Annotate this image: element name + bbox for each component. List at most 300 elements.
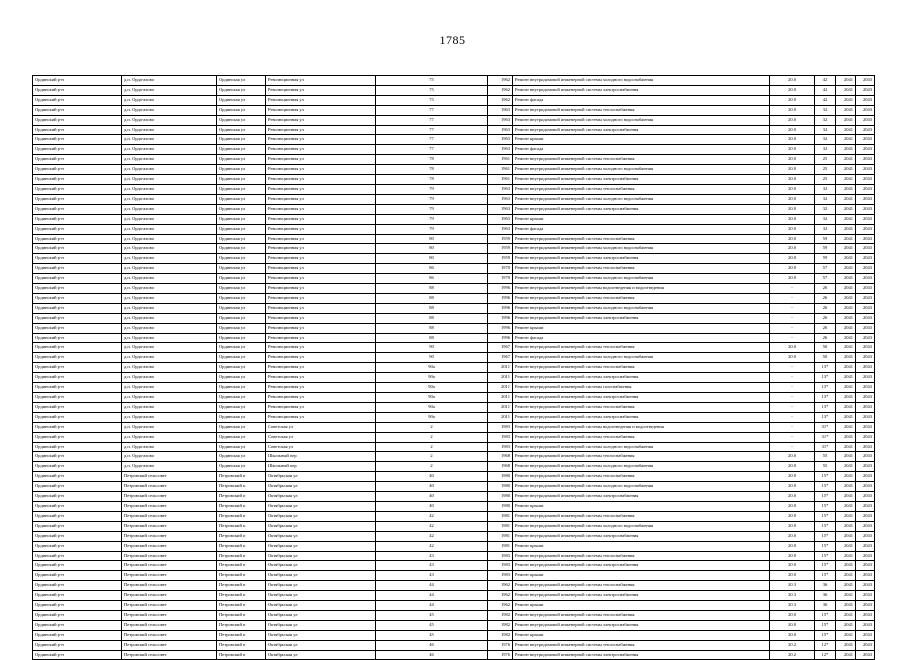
cell-district: Ординский р-н	[33, 85, 122, 95]
cell-work-type: Ремонт внутридомовой инженерной системы теплоснабжения	[513, 155, 770, 165]
table-row	[33, 432, 875, 442]
cell-locality: Ординская ул	[217, 333, 266, 343]
cell-wear: 13*	[815, 383, 836, 393]
cell-work-type: Ремонт внутридомовой инженерной системы холодного водоснабжения	[513, 194, 770, 204]
cell-year: 1968	[488, 462, 513, 472]
cell-service-life: 20.0	[770, 452, 815, 462]
cell-wear: 26	[815, 323, 836, 333]
cell-street: Октябрьская ул	[266, 531, 376, 541]
cell-end-year: 2043	[856, 234, 875, 244]
cell-district: Ординский р-н	[33, 531, 122, 541]
cell-work-type: Ремонт внутридомовой инженерной системы холодного водоснабжения	[513, 442, 770, 452]
cell-year: 2011	[488, 402, 513, 412]
cell-settlement: д.п. Орда-ахово	[122, 323, 217, 333]
cell-end-year: 2043	[856, 402, 875, 412]
table-body	[33, 76, 875, 660]
cell-service-life: 20.0	[770, 145, 815, 155]
cell-start-year: 2041	[836, 155, 856, 165]
cell-settlement: д.п. Орда-ахово	[122, 155, 217, 165]
table-row	[33, 175, 875, 185]
cell-settlement: Петровский сельсовет	[122, 492, 217, 502]
cell-service-life: -	[770, 422, 815, 432]
cell-street: Революционная ул	[266, 165, 376, 175]
cell-street: Революционная ул	[266, 383, 376, 393]
cell-settlement: д.п. Орда-ахово	[122, 284, 217, 294]
cell-service-life: -	[770, 313, 815, 323]
cell-service-life: -	[770, 412, 815, 422]
cell-work-type: Ремонт внутридомовой инженерной системы теплоснабжения	[513, 511, 770, 521]
cell-start-year: 2041	[836, 472, 856, 482]
cell-district: Ординский р-н	[33, 363, 122, 373]
cell-end-year: 2043	[856, 184, 875, 194]
cell-service-life: 20.0	[770, 551, 815, 561]
cell-end-year: 2043	[856, 650, 875, 660]
cell-street: Октябрьская ул	[266, 591, 376, 601]
cell-locality: Ординская ул	[217, 442, 266, 452]
cell-service-life: -	[770, 323, 815, 333]
cell-wear: 42	[815, 76, 836, 86]
cell-house: 2	[376, 462, 488, 472]
cell-year: 1962	[488, 601, 513, 611]
cell-locality: Ординская ул	[217, 175, 266, 185]
cell-start-year: 2041	[836, 412, 856, 422]
cell-house: 42	[376, 531, 488, 541]
cell-work-type: Ремонт внутридомовой инженерной системы водоотведения и водоотведения	[513, 284, 770, 294]
cell-street: Революционная ул	[266, 204, 376, 214]
cell-wear: 15*	[815, 511, 836, 521]
cell-house: 43	[376, 561, 488, 571]
table-row	[33, 640, 875, 650]
table-row	[33, 383, 875, 393]
cell-wear: 15*	[815, 492, 836, 502]
cell-wear: 32	[815, 145, 836, 155]
cell-street: Революционная ул	[266, 402, 376, 412]
cell-end-year: 2043	[856, 125, 875, 135]
cell-settlement: д.п. Орда-ахово	[122, 165, 217, 175]
cell-settlement: Петровский сельсовет	[122, 551, 217, 561]
cell-district: Ординский р-н	[33, 591, 122, 601]
cell-start-year: 2041	[836, 105, 856, 115]
cell-service-life: 20.0	[770, 244, 815, 254]
cell-work-type: Ремонт внутридомовой инженерной системы теплоснабжения	[513, 184, 770, 194]
cell-house: 88	[376, 293, 488, 303]
table-row	[33, 353, 875, 363]
cell-district: Ординский р-н	[33, 214, 122, 224]
cell-work-type: Ремонт внутридомовой инженерной системы электроснабжения	[513, 531, 770, 541]
cell-year: 1963	[488, 204, 513, 214]
cell-locality: Петровский п	[217, 492, 266, 502]
cell-house: 90а	[376, 393, 488, 403]
cell-year: 2011	[488, 383, 513, 393]
cell-street: Революционная ул	[266, 313, 376, 323]
cell-street: Октябрьская ул	[266, 650, 376, 660]
cell-work-type: Ремонт внутридомовой инженерной системы теплоснабжения	[513, 402, 770, 412]
cell-locality: Ординская ул	[217, 234, 266, 244]
cell-street: Революционная ул	[266, 105, 376, 115]
cell-district: Ординский р-н	[33, 184, 122, 194]
cell-house: 42	[376, 521, 488, 531]
table-row	[33, 472, 875, 482]
cell-district: Ординский р-н	[33, 234, 122, 244]
cell-locality: Ординская ул	[217, 422, 266, 432]
cell-street: Революционная ул	[266, 214, 376, 224]
cell-street: Революционная ул	[266, 244, 376, 254]
cell-house: 78	[376, 165, 488, 175]
cell-end-year: 2043	[856, 145, 875, 155]
cell-year: 2011	[488, 373, 513, 383]
table-row	[33, 244, 875, 254]
cell-locality: Петровский п	[217, 591, 266, 601]
cell-work-type: Ремонт крыши	[513, 601, 770, 611]
cell-start-year: 2041	[836, 373, 856, 383]
cell-start-year: 2041	[836, 264, 856, 274]
cell-year: 1983	[488, 551, 513, 561]
cell-end-year: 2043	[856, 204, 875, 214]
table-row	[33, 581, 875, 591]
cell-settlement: д.п. Орда-ахово	[122, 402, 217, 412]
cell-district: Ординский р-н	[33, 373, 122, 383]
cell-district: Ординский р-н	[33, 393, 122, 403]
cell-end-year: 2043	[856, 244, 875, 254]
cell-house: 46	[376, 640, 488, 650]
cell-house: 90а	[376, 402, 488, 412]
cell-house: 79	[376, 194, 488, 204]
cell-service-life: 20.0	[770, 353, 815, 363]
cell-year: 1983	[488, 571, 513, 581]
table-row	[33, 85, 875, 95]
cell-start-year: 2041	[836, 501, 856, 511]
cell-settlement: д.п. Орда-ахово	[122, 125, 217, 135]
cell-settlement: д.п. Орда-ахово	[122, 373, 217, 383]
cell-work-type: Ремонт внутридомовой инженерной системы холодного водоснабжения	[513, 165, 770, 175]
cell-street: Советская ул	[266, 422, 376, 432]
cell-settlement: д.п. Орда-ахово	[122, 85, 217, 95]
cell-wear: 25	[815, 155, 836, 165]
cell-district: Ординский р-н	[33, 254, 122, 264]
cell-house: 42	[376, 541, 488, 551]
cell-settlement: д.п. Орда-ахово	[122, 145, 217, 155]
cell-house: 40	[376, 472, 488, 482]
cell-end-year: 2043	[856, 571, 875, 581]
cell-wear: 31*	[815, 422, 836, 432]
cell-locality: Ординская ул	[217, 155, 266, 165]
cell-settlement: д.п. Орда-ахово	[122, 462, 217, 472]
cell-house: 75	[376, 76, 488, 86]
cell-start-year: 2041	[836, 175, 856, 185]
cell-service-life: 20.0	[770, 165, 815, 175]
table-row	[33, 254, 875, 264]
page-number: 1785	[439, 33, 466, 47]
cell-start-year: 2041	[836, 492, 856, 502]
cell-settlement: д.п. Орда-ахово	[122, 383, 217, 393]
cell-street: Революционная ул	[266, 373, 376, 383]
cell-work-type: Ремонт внутридомовой инженерной системы электроснабжения	[513, 620, 770, 630]
cell-work-type: Ремонт фасада	[513, 333, 770, 343]
cell-settlement: Петровский сельсовет	[122, 581, 217, 591]
cell-house: 77	[376, 105, 488, 115]
cell-service-life: 20.0	[770, 204, 815, 214]
cell-work-type: Ремонт внутридомовой инженерной системы электроснабжения	[513, 650, 770, 660]
table-row	[33, 135, 875, 145]
cell-settlement: Петровский сельсовет	[122, 501, 217, 511]
cell-district: Ординский р-н	[33, 135, 122, 145]
cell-wear: 32	[815, 135, 836, 145]
cell-work-type: Ремонт внутридомовой инженерной системы холодного водоснабжения	[513, 115, 770, 125]
cell-year: 1983	[488, 442, 513, 452]
cell-locality: Петровский п	[217, 561, 266, 571]
cell-locality: Ординская ул	[217, 363, 266, 373]
cell-end-year: 2043	[856, 323, 875, 333]
cell-street: Революционная ул	[266, 412, 376, 422]
cell-work-type: Ремонт фасада	[513, 145, 770, 155]
cell-wear: 59	[815, 254, 836, 264]
cell-locality: Ординская ул	[217, 125, 266, 135]
cell-start-year: 2041	[836, 551, 856, 561]
cell-street: Революционная ул	[266, 175, 376, 185]
cell-settlement: д.п. Орда-ахово	[122, 184, 217, 194]
cell-service-life: -	[770, 333, 815, 343]
cell-house: 78	[376, 175, 488, 185]
cell-settlement: д.п. Орда-ахово	[122, 333, 217, 343]
cell-start-year: 2041	[836, 76, 856, 86]
cell-start-year: 2041	[836, 135, 856, 145]
cell-start-year: 2041	[836, 165, 856, 175]
cell-year: 1981	[488, 511, 513, 521]
cell-house: 86	[376, 274, 488, 284]
cell-year: 1981	[488, 541, 513, 551]
cell-settlement: д.п. Орда-ахово	[122, 442, 217, 452]
cell-work-type: Ремонт внутридомовой инженерной системы холодного водоснабжения	[513, 76, 770, 86]
cell-start-year: 2041	[836, 353, 856, 363]
cell-year: 1963	[488, 105, 513, 115]
cell-end-year: 2043	[856, 591, 875, 601]
cell-locality: Петровский п	[217, 620, 266, 630]
cell-end-year: 2043	[856, 155, 875, 165]
cell-locality: Ординская ул	[217, 95, 266, 105]
cell-wear: 13*	[815, 373, 836, 383]
cell-wear: 57	[815, 274, 836, 284]
cell-wear: 32	[815, 115, 836, 125]
cell-house: 86	[376, 264, 488, 274]
cell-district: Ординский р-н	[33, 194, 122, 204]
cell-street: Октябрьская ул	[266, 472, 376, 482]
cell-street: Революционная ул	[266, 155, 376, 165]
cell-year: 1996	[488, 293, 513, 303]
table-row	[33, 610, 875, 620]
cell-work-type: Ремонт внутридомовой инженерной системы холодного водоснабжения	[513, 462, 770, 472]
table-row	[33, 145, 875, 155]
cell-service-life: 20.0	[770, 105, 815, 115]
cell-start-year: 2041	[836, 531, 856, 541]
cell-wear: 50	[815, 343, 836, 353]
cell-service-life: 20.0	[770, 541, 815, 551]
cell-district: Ординский р-н	[33, 165, 122, 175]
table-row	[33, 115, 875, 125]
table-row	[33, 452, 875, 462]
cell-district: Ординский р-н	[33, 343, 122, 353]
cell-service-life: 20.0	[770, 501, 815, 511]
cell-district: Ординский р-н	[33, 442, 122, 452]
cell-street: Октябрьская ул	[266, 511, 376, 521]
cell-street: Октябрьская ул	[266, 521, 376, 531]
cell-wear: 32	[815, 214, 836, 224]
cell-work-type: Ремонт внутридомовой инженерной системы электроснабжения	[513, 175, 770, 185]
cell-end-year: 2043	[856, 274, 875, 284]
cell-work-type: Ремонт внутридомовой инженерной системы теплоснабжения	[513, 610, 770, 620]
cell-service-life: 20.0	[770, 214, 815, 224]
cell-work-type: Ремонт внутридомовой инженерной системы теплоснабжения	[513, 581, 770, 591]
cell-end-year: 2043	[856, 333, 875, 343]
cell-wear: 15*	[815, 472, 836, 482]
cell-start-year: 2041	[836, 125, 856, 135]
cell-end-year: 2043	[856, 135, 875, 145]
table-row	[33, 264, 875, 274]
cell-settlement: д.п. Орда-ахово	[122, 412, 217, 422]
cell-district: Ординский р-н	[33, 521, 122, 531]
cell-start-year: 2041	[836, 274, 856, 284]
table-row	[33, 630, 875, 640]
cell-locality: Ординская ул	[217, 85, 266, 95]
cell-wear: 32	[815, 184, 836, 194]
cell-service-life: 20.0	[770, 571, 815, 581]
cell-start-year: 2041	[836, 561, 856, 571]
table-row	[33, 393, 875, 403]
cell-district: Ординский р-н	[33, 640, 122, 650]
cell-work-type: Ремонт внутридомовой инженерной системы электроснабжения	[513, 204, 770, 214]
table-row	[33, 422, 875, 432]
cell-work-type: Ремонт внутридомовой инженерной системы электроснабжения	[513, 561, 770, 571]
cell-wear: 12*	[815, 640, 836, 650]
cell-work-type: Ремонт внутридомовой инженерной системы теплоснабжения	[513, 472, 770, 482]
cell-start-year: 2041	[836, 432, 856, 442]
cell-house: 2	[376, 452, 488, 462]
cell-house: 77	[376, 115, 488, 125]
cell-district: Ординский р-н	[33, 511, 122, 521]
cell-wear: 15*	[815, 561, 836, 571]
cell-year: 1963	[488, 145, 513, 155]
table-row	[33, 591, 875, 601]
cell-settlement: д.п. Орда-ахово	[122, 115, 217, 125]
cell-service-life: 20.0	[770, 492, 815, 502]
cell-end-year: 2043	[856, 76, 875, 86]
cell-start-year: 2041	[836, 521, 856, 531]
cell-wear: 55	[815, 462, 836, 472]
cell-work-type: Ремонт внутридомовой инженерной системы теплоснабжения	[513, 293, 770, 303]
cell-start-year: 2041	[836, 214, 856, 224]
cell-year: 1963	[488, 194, 513, 204]
cell-settlement: д.п. Орда-ахово	[122, 432, 217, 442]
cell-locality: Ординская ул	[217, 105, 266, 115]
cell-start-year: 2041	[836, 303, 856, 313]
cell-service-life: 20.0	[770, 184, 815, 194]
cell-end-year: 2043	[856, 175, 875, 185]
cell-street: Школьный пер	[266, 452, 376, 462]
cell-end-year: 2043	[856, 432, 875, 442]
cell-settlement: д.п. Орда-ахово	[122, 264, 217, 274]
cell-settlement: д.п. Орда-ахово	[122, 135, 217, 145]
cell-start-year: 2041	[836, 581, 856, 591]
cell-street: Революционная ул	[266, 363, 376, 373]
cell-start-year: 2041	[836, 640, 856, 650]
cell-street: Октябрьская ул	[266, 640, 376, 650]
cell-settlement: д.п. Орда-ахово	[122, 353, 217, 363]
cell-end-year: 2043	[856, 640, 875, 650]
cell-end-year: 2043	[856, 303, 875, 313]
cell-end-year: 2043	[856, 95, 875, 105]
cell-settlement: д.п. Орда-ахово	[122, 76, 217, 86]
cell-locality: Петровский п	[217, 531, 266, 541]
table-row	[33, 541, 875, 551]
cell-end-year: 2043	[856, 194, 875, 204]
cell-house: 90	[376, 353, 488, 363]
cell-year: 1981	[488, 531, 513, 541]
cell-house: 90а	[376, 363, 488, 373]
cell-end-year: 2043	[856, 363, 875, 373]
cell-district: Ординский р-н	[33, 412, 122, 422]
cell-start-year: 2041	[836, 393, 856, 403]
table-row	[33, 571, 875, 581]
cell-service-life: 20.0	[770, 531, 815, 541]
cell-house: 78	[376, 155, 488, 165]
cell-street: Революционная ул	[266, 393, 376, 403]
cell-start-year: 2041	[836, 224, 856, 234]
cell-locality: Ординская ул	[217, 184, 266, 194]
cell-year: 1959	[488, 244, 513, 254]
cell-locality: Ординская ул	[217, 323, 266, 333]
cell-district: Ординский р-н	[33, 293, 122, 303]
table-row	[33, 165, 875, 175]
table-row	[33, 293, 875, 303]
cell-district: Ординский р-н	[33, 462, 122, 472]
cell-work-type: Ремонт внутридомовой инженерной системы теплоснабжения	[513, 640, 770, 650]
cell-settlement: Петровский сельсовет	[122, 630, 217, 640]
cell-house: 2	[376, 442, 488, 452]
cell-start-year: 2041	[836, 343, 856, 353]
cell-end-year: 2043	[856, 551, 875, 561]
cell-locality: Ординская ул	[217, 402, 266, 412]
table-row	[33, 333, 875, 343]
cell-settlement: д.п. Орда-ахово	[122, 254, 217, 264]
cell-street: Революционная ул	[266, 284, 376, 294]
cell-year: 1976	[488, 650, 513, 660]
cell-settlement: Петровский сельсовет	[122, 511, 217, 521]
cell-service-life: 20.0	[770, 95, 815, 105]
cell-house: 77	[376, 135, 488, 145]
cell-end-year: 2043	[856, 472, 875, 482]
cell-house: 80	[376, 244, 488, 254]
cell-start-year: 2041	[836, 95, 856, 105]
cell-service-life: 20.0	[770, 511, 815, 521]
cell-service-life: 20.0	[770, 620, 815, 630]
cell-service-life: 20.0	[770, 194, 815, 204]
cell-year: 1967	[488, 353, 513, 363]
cell-street: Октябрьская ул	[266, 620, 376, 630]
cell-end-year: 2043	[856, 620, 875, 630]
cell-locality: Ординская ул	[217, 343, 266, 353]
cell-end-year: 2043	[856, 105, 875, 115]
cell-house: 43	[376, 551, 488, 561]
cell-end-year: 2043	[856, 511, 875, 521]
cell-district: Ординский р-н	[33, 422, 122, 432]
cell-house: 2	[376, 422, 488, 432]
cell-service-life: 20.0	[770, 610, 815, 620]
table-row	[33, 155, 875, 165]
cell-settlement: Петровский сельсовет	[122, 541, 217, 551]
cell-wear: 13*	[815, 402, 836, 412]
cell-year: 1996	[488, 313, 513, 323]
table-row	[33, 462, 875, 472]
cell-start-year: 2041	[836, 383, 856, 393]
